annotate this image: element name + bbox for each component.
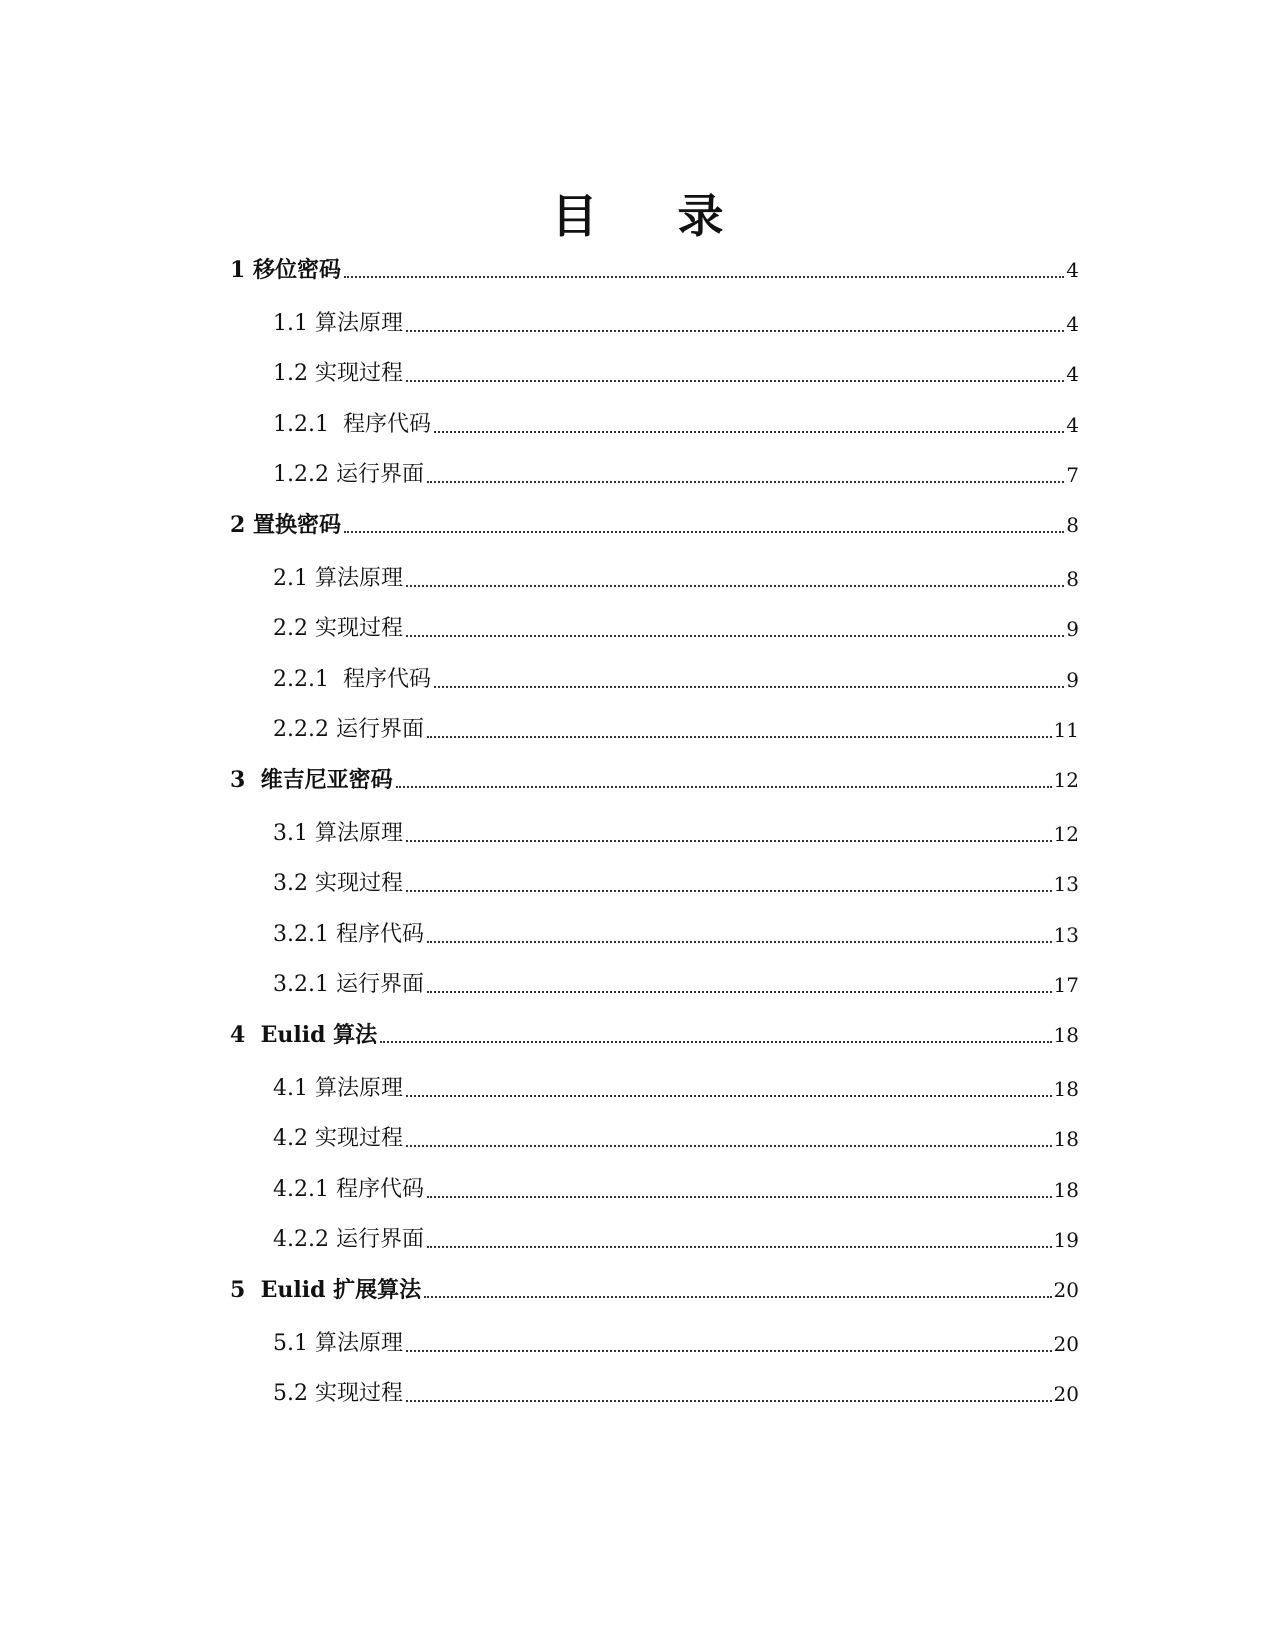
toc-entry-page-number: 20 xyxy=(1053,1332,1079,1356)
toc-entry-page-number: 11 xyxy=(1053,718,1079,742)
toc-entry-label: 3 维吉尼亚密码 xyxy=(230,767,393,793)
dot-leader xyxy=(427,941,1052,943)
toc-section-entry[interactable] xyxy=(273,1225,1079,1255)
toc-section-entry[interactable] xyxy=(273,665,1079,695)
toc-section-entry[interactable] xyxy=(273,1074,1079,1104)
dot-leader xyxy=(427,1246,1052,1248)
dot-leader xyxy=(427,991,1052,993)
dot-leader xyxy=(344,531,1064,533)
toc-section-entry[interactable] xyxy=(273,970,1079,1000)
dot-leader xyxy=(406,1350,1052,1352)
toc-entry-page-number: 8 xyxy=(1066,567,1079,591)
toc-entry-label: 5 Eulid 扩展算法 xyxy=(230,1277,422,1303)
toc-section-entry[interactable] xyxy=(273,359,1079,389)
toc-entry-label: 4.2.1 程序代码 xyxy=(273,1177,424,1202)
toc-entry-page-number: 18 xyxy=(1053,1077,1079,1101)
toc-entry-page-number: 20 xyxy=(1053,1382,1079,1406)
toc-chapter-entry[interactable] xyxy=(230,255,1079,285)
dot-leader xyxy=(427,481,1064,483)
toc-entry-label: 1.2.2 运行界面 xyxy=(273,462,424,487)
toc-entry-label: 4 Eulid 算法 xyxy=(230,1022,378,1048)
dot-leader xyxy=(406,380,1064,382)
toc-section-entry[interactable] xyxy=(273,614,1079,644)
toc-section-entry[interactable] xyxy=(273,869,1079,899)
dot-leader xyxy=(406,840,1052,842)
toc-entry-label: 3.2 实现过程 xyxy=(273,871,403,896)
dot-leader xyxy=(406,635,1064,637)
toc-entry-label: 5.1 算法原理 xyxy=(273,1331,403,1356)
toc-entry-page-number: 18 xyxy=(1053,1023,1079,1047)
toc-entry-label: 2.2 实现过程 xyxy=(273,616,403,641)
toc-section-entry[interactable] xyxy=(273,715,1079,745)
toc-entry-label: 3.2.1 程序代码 xyxy=(273,922,424,947)
toc-chapter-entry[interactable] xyxy=(230,510,1079,540)
toc-entry-label: 2.1 算法原理 xyxy=(273,566,403,591)
toc-entry-page-number: 4 xyxy=(1066,413,1079,437)
toc-section-entry[interactable] xyxy=(273,1175,1079,1205)
toc-section-entry[interactable] xyxy=(273,920,1079,950)
toc-entry-label: 5.2 实现过程 xyxy=(273,1381,403,1406)
toc-chapter-entry[interactable] xyxy=(230,765,1079,795)
dot-leader xyxy=(434,686,1064,688)
dot-leader xyxy=(434,431,1064,433)
toc-entry-label: 1.2.1 程序代码 xyxy=(273,412,431,437)
toc-title: 目录 xyxy=(551,189,804,243)
dot-leader xyxy=(380,1041,1051,1043)
dot-leader xyxy=(406,585,1064,587)
toc-entry-page-number: 12 xyxy=(1053,822,1079,846)
toc-entry-label: 3.1 算法原理 xyxy=(273,821,403,846)
toc-section-entry[interactable] xyxy=(273,564,1079,594)
toc-entry-page-number: 4 xyxy=(1066,362,1079,386)
toc-entry-label: 2 置换密码 xyxy=(230,512,341,538)
toc-entry-page-number: 9 xyxy=(1066,668,1079,692)
toc-entry-page-number: 19 xyxy=(1053,1228,1079,1252)
dot-leader xyxy=(406,1145,1052,1147)
toc-entry-page-number: 7 xyxy=(1066,463,1079,487)
dot-leader xyxy=(427,736,1052,738)
toc-entry-label: 3.2.1 运行界面 xyxy=(273,972,424,997)
toc-section-entry[interactable] xyxy=(273,1329,1079,1359)
dot-leader xyxy=(406,890,1052,892)
toc-section-entry[interactable] xyxy=(273,410,1079,440)
toc-entry-label: 1 移位密码 xyxy=(230,257,341,283)
toc-entry-page-number: 8 xyxy=(1066,513,1079,537)
toc-entry-label: 4.1 算法原理 xyxy=(273,1076,403,1101)
toc-entry-page-number: 4 xyxy=(1066,312,1079,336)
toc-section-entry[interactable] xyxy=(273,309,1079,339)
toc-entry-label: 4.2 实现过程 xyxy=(273,1126,403,1151)
toc-entry-label: 4.2.2 运行界面 xyxy=(273,1227,424,1252)
toc-entry-page-number: 12 xyxy=(1053,768,1079,792)
toc-entry-page-number: 18 xyxy=(1053,1127,1079,1151)
dot-leader xyxy=(344,276,1064,278)
toc-entry-label: 2.2.2 运行界面 xyxy=(273,717,424,742)
toc-entry-page-number: 13 xyxy=(1053,923,1079,947)
toc-entry-page-number: 20 xyxy=(1053,1278,1079,1302)
toc-entry-page-number: 18 xyxy=(1053,1178,1079,1202)
toc-entry-label: 1.1 算法原理 xyxy=(273,311,403,336)
toc-section-entry[interactable] xyxy=(273,1124,1079,1154)
toc-section-entry[interactable] xyxy=(273,819,1079,849)
toc-entry-page-number: 13 xyxy=(1053,872,1079,896)
toc-entry-page-number: 9 xyxy=(1066,617,1079,641)
toc-chapter-entry[interactable] xyxy=(230,1020,1079,1050)
dot-leader xyxy=(406,1400,1052,1402)
dot-leader xyxy=(406,1095,1052,1097)
toc-section-entry[interactable] xyxy=(273,460,1079,490)
dot-leader xyxy=(406,330,1064,332)
dot-leader xyxy=(424,1296,1051,1298)
toc-entry-page-number: 4 xyxy=(1066,258,1079,282)
toc-chapter-entry[interactable] xyxy=(230,1275,1079,1305)
dot-leader xyxy=(427,1196,1052,1198)
toc-section-entry[interactable] xyxy=(273,1379,1079,1409)
dot-leader xyxy=(396,786,1052,788)
toc-entry-label: 2.2.1 程序代码 xyxy=(273,667,431,692)
toc-entry-label: 1.2 实现过程 xyxy=(273,361,403,386)
toc-entry-page-number: 17 xyxy=(1053,973,1079,997)
